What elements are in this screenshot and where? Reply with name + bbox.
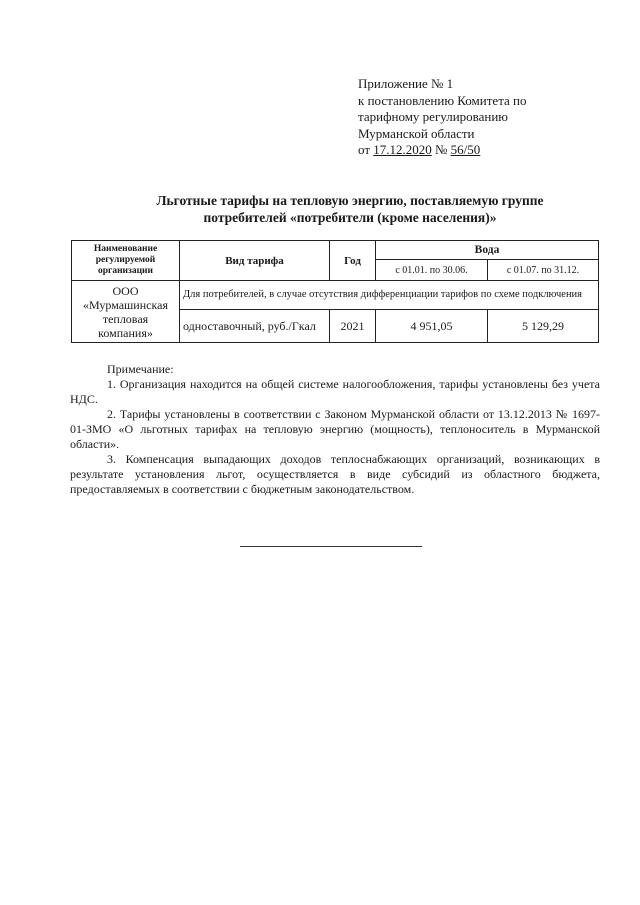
title-line-2: потребителей «потребители (кроме населения)» — [203, 210, 497, 225]
note-item-3: 3. Компенсация выпадающих доходов теплоснабжающих организаций, возникающих в результате установления льгот, осуществляется в виде субсидий из областного бюджета, предоставляемых в соответствии с бюджетным законодательством. — [70, 452, 600, 496]
note-item-1: 1. Организация находится на общей системе налогообложения, тарифы установлены без учета НДС. — [70, 377, 600, 406]
signature-divider-line — [240, 546, 422, 547]
header-period-2: с 01.07. по 31.12. — [488, 260, 599, 281]
header-org: Наименование регулируемой организации — [72, 241, 180, 281]
table-header-row-1 — [72, 241, 599, 260]
appendix-header — [358, 76, 527, 159]
document-title — [90, 192, 610, 226]
appendix-line-2: к постановлению Комитета по — [358, 92, 527, 108]
appendix-line-3: тарифному регулированию — [358, 109, 509, 124]
tariff-table — [71, 240, 599, 343]
note-item-2: 2. Тарифы установлены в соответствии с Законом Мурманской области от 13.12.2013 № 1697-01-ЗМО «О льготных тарифах на тепловую энергию (мощность), теплоноситель в Мурманской области». — [70, 407, 600, 451]
notes-section — [70, 362, 600, 497]
number-sign: № — [431, 142, 451, 157]
cell-org: ООО «Мурмашинская тепловая компания» — [72, 281, 180, 343]
date-prefix: от — [358, 142, 374, 157]
appendix-line-1: Приложение № 1 — [358, 76, 454, 91]
header-period-1: с 01.01. по 30.06. — [376, 260, 488, 281]
cell-tariff-type: одноставочный, руб./Гкал — [180, 310, 330, 343]
header-year: Год — [330, 241, 376, 281]
cell-value-period-2: 5 129,29 — [488, 310, 599, 343]
table-row — [72, 281, 599, 310]
cell-value-period-1: 4 951,05 — [376, 310, 488, 343]
title-line-1: Льготные тарифы на тепловую энергию, поставляемую группе — [156, 193, 544, 208]
header-tariff-type: Вид тарифа — [180, 241, 330, 281]
resolution-date: 17.12.2020 — [373, 142, 432, 157]
cell-consumer-note: Для потребителей, в случае отсутствия дифференциации тарифов по схеме подключения — [180, 281, 599, 310]
header-group-water: Вода — [376, 241, 599, 260]
appendix-date-line — [358, 142, 527, 159]
cell-year: 2021 — [330, 310, 376, 343]
notes-heading: Примечание: — [107, 362, 174, 376]
appendix-line-4: Мурманской области — [358, 125, 475, 141]
resolution-number: 56/50 — [450, 142, 481, 157]
